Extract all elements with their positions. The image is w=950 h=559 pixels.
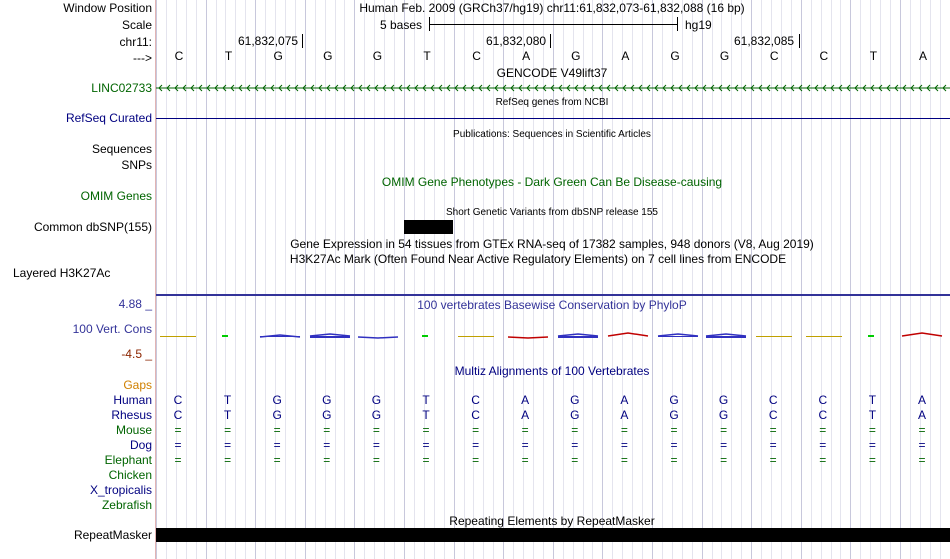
phylop-bar [756,336,792,337]
alignment-base: G [570,393,580,407]
alignment-base: = [372,453,380,467]
alignment-base: C [768,408,778,422]
alignment-base: A [521,408,530,422]
alignment-base: G [669,393,679,407]
h3k27ac-track-title: H3K27Ac Mark (Often Found Near Active Regulatory Elements) on 7 cell lines from ENCODE [289,252,787,266]
alignment-base: = [323,453,331,467]
scale-text: 5 bases [380,18,423,32]
alignment-base: G [371,408,382,422]
alignment-base: A [620,393,629,407]
alignment-base: = [819,438,827,452]
dbsnp-track-title: Short Genetic Variants from dbSNP release 155 [446,207,658,218]
common-dbsnp-label[interactable]: Common dbSNP(155) [33,220,152,234]
alignment-base: C [173,393,183,407]
alignment-base: G [669,408,679,422]
gencode-gene-label[interactable]: LINC02733 [91,81,152,95]
alignment-base: = [422,423,430,437]
phylop-track-title: 100 vertebrates Basewise Conservation by PhyloP [417,298,687,312]
alignment-base: = [521,423,529,437]
phylop-bar [160,336,196,337]
gtex-track-title: Gene Expression in 54 tissues from GTEx RNA-seq of 17382 samples, 948 donors (V8, Aug 2019) [290,237,814,251]
alignment-base: G [718,408,729,422]
coord-label: 61,832,085 [734,34,795,48]
alignment-base: A [620,408,629,422]
phylop-bar [558,334,598,338]
phylop-bar [508,337,548,338]
alignment-base: = [472,453,480,467]
alignment-base: T [422,393,430,407]
phylop-bar [902,333,942,336]
repeatmasker-feature[interactable] [156,528,950,542]
sequences-label[interactable]: Sequences [91,142,152,156]
alignment-base: A [917,393,926,407]
dna-base: T [869,49,878,63]
alignment-base: = [174,438,182,452]
alignment-base: = [918,453,926,467]
species-label: Mouse [115,423,152,437]
phylop-bar [310,334,350,338]
alignment-base: G [272,393,282,407]
alignment-base: C [818,408,828,422]
alignment-base: = [769,423,777,437]
phylop-bar [658,334,698,337]
coord-tick [302,34,303,48]
coord-tick [799,34,800,48]
alignment-base: = [273,438,281,452]
chrom-label: chr11: [119,35,152,49]
alignment-base: = [571,438,579,452]
alignment-base: C [471,393,480,407]
refseq-curated-label[interactable]: RefSeq Curated [65,111,152,125]
omim-track-title: OMIM Gene Phenotypes - Dark Green Can Be Disease-causing [381,175,723,189]
dna-base: C [819,49,829,63]
alignment-base: = [868,453,876,467]
alignment-base: = [174,423,182,437]
scale-label: Scale [121,18,152,32]
dna-base: T [224,49,233,63]
alignment-base: G [718,393,729,407]
dna-base: T [423,49,431,63]
dna-base: G [273,49,283,63]
coord-label: 61,832,080 [486,34,547,48]
alignment-base: = [620,438,628,452]
alignment-base: C [173,408,183,422]
coord-tick [550,34,551,48]
phylop-min-label: -4.5 _ [121,347,152,361]
alignment-base: T [868,393,877,407]
alignment-base: = [422,453,430,467]
dbsnp-variant[interactable] [404,220,453,234]
dna-base: A [522,49,531,63]
alignment-base: G [570,408,580,422]
h3k27ac-baseline [156,294,950,296]
phylop-bar [868,335,874,337]
window-position-value: Human Feb. 2009 (GRCh37/hg19) chr11:61,832,073-61,832,088 (16 bp) [359,1,745,15]
alignment-base: = [918,423,926,437]
phylop-bar [608,333,648,336]
alignment-base: = [372,438,380,452]
alignment-base: = [769,438,777,452]
alignment-base: = [720,453,728,467]
coord-label: 61,832,075 [238,34,299,48]
phylop-bar [806,336,842,337]
alignment-base: A [521,393,530,407]
alignment-base: = [620,453,628,467]
snps-label[interactable]: SNPs [121,158,152,172]
alignment-base: = [472,438,480,452]
phylop-track-label[interactable]: 100 Vert. Cons [72,322,152,336]
alignment-base: = [372,423,380,437]
alignment-base: = [174,453,182,467]
alignment-base: = [918,438,926,452]
window-position-label: Window Position [63,1,152,15]
alignment-base: = [224,423,232,437]
alignment-base: = [422,438,430,452]
alignment-base: T [868,408,877,422]
alignment-base: = [571,423,579,437]
gencode-track-title: GENCODE V49lift37 [496,66,608,80]
alignment-base: = [273,423,281,437]
species-label: Dog [129,438,152,452]
alignment-base: = [323,423,331,437]
alignment-base: G [322,393,332,407]
alignment-base: = [670,438,678,452]
phylop-bar [222,335,228,337]
alignment-base: = [819,453,827,467]
alignment-base: = [472,423,480,437]
alignment-base: = [521,438,529,452]
alignment-base: = [868,423,876,437]
species-label: Elephant [104,453,152,467]
alignment-base: = [620,423,628,437]
alignment-base: = [670,453,678,467]
gencode-gene-feature[interactable] [156,81,950,95]
phylop-conservation-plot [156,326,950,344]
gaps-label: Gaps [123,378,152,392]
dna-base: C [472,49,481,63]
alignment-base: C [818,393,828,407]
publications-track-title: Publications: Sequences in Scientific Articles [453,129,651,140]
dna-base: G [372,49,383,63]
species-label: Human [113,393,152,407]
alignment-base: T [223,393,232,407]
alignment-base: = [769,453,777,467]
alignment-base: G [322,408,332,422]
phylop-bar [706,334,746,338]
alignment-base: A [917,408,926,422]
repeatmasker-track-title: Repeating Elements by RepeatMasker [449,514,655,528]
alignment-base: T [422,408,430,422]
phylop-bar [358,337,398,338]
species-label: X_tropicalis [89,483,152,497]
phylop-bar [260,335,300,337]
alignment-base: = [720,438,728,452]
alignment-base: T [223,408,232,422]
alignment-base: = [571,453,579,467]
phylop-bar [422,335,428,337]
species-label: Chicken [108,468,152,482]
refseq-track-title: RefSeq genes from NCBI [495,97,609,108]
dna-base: G [571,49,581,63]
scale-bar [429,17,679,31]
repeatmasker-label[interactable]: RepeatMasker [73,528,152,542]
alignment-base: = [273,453,281,467]
layered-h3k27ac-label[interactable]: Layered H3K27Ac [13,266,111,280]
scale-assembly: hg19 [685,18,712,32]
alignment-base: G [272,408,282,422]
alignment-base: C [768,393,778,407]
dna-base: G [323,49,333,63]
alignment-base: = [670,423,678,437]
alignment-base: = [868,438,876,452]
alignment-base: = [819,423,827,437]
dna-base: C [174,49,184,63]
phylop-bar [458,336,494,337]
alignment-base: = [521,453,529,467]
dna-base: A [621,49,630,63]
dna-base: C [769,49,779,63]
species-label: Rhesus [111,408,152,422]
phylop-max-label: 4.88 _ [118,297,152,311]
omim-genes-label[interactable]: OMIM Genes [80,189,152,203]
alignment-base: = [224,453,232,467]
multiz-track-title: Multiz Alignments of 100 Vertebrates [454,364,650,378]
alignment-base: = [224,438,232,452]
refseq-curated-line [156,118,950,119]
alignment-base: = [720,423,728,437]
alignment-base: = [323,438,331,452]
alignment-base: G [371,393,382,407]
alignment-base: C [471,408,480,422]
dna-base: G [670,49,680,63]
strand-arrow: ---> [133,51,152,65]
species-label: Zebrafish [101,498,152,512]
dna-base: A [918,49,927,63]
dna-base: G [719,49,730,63]
